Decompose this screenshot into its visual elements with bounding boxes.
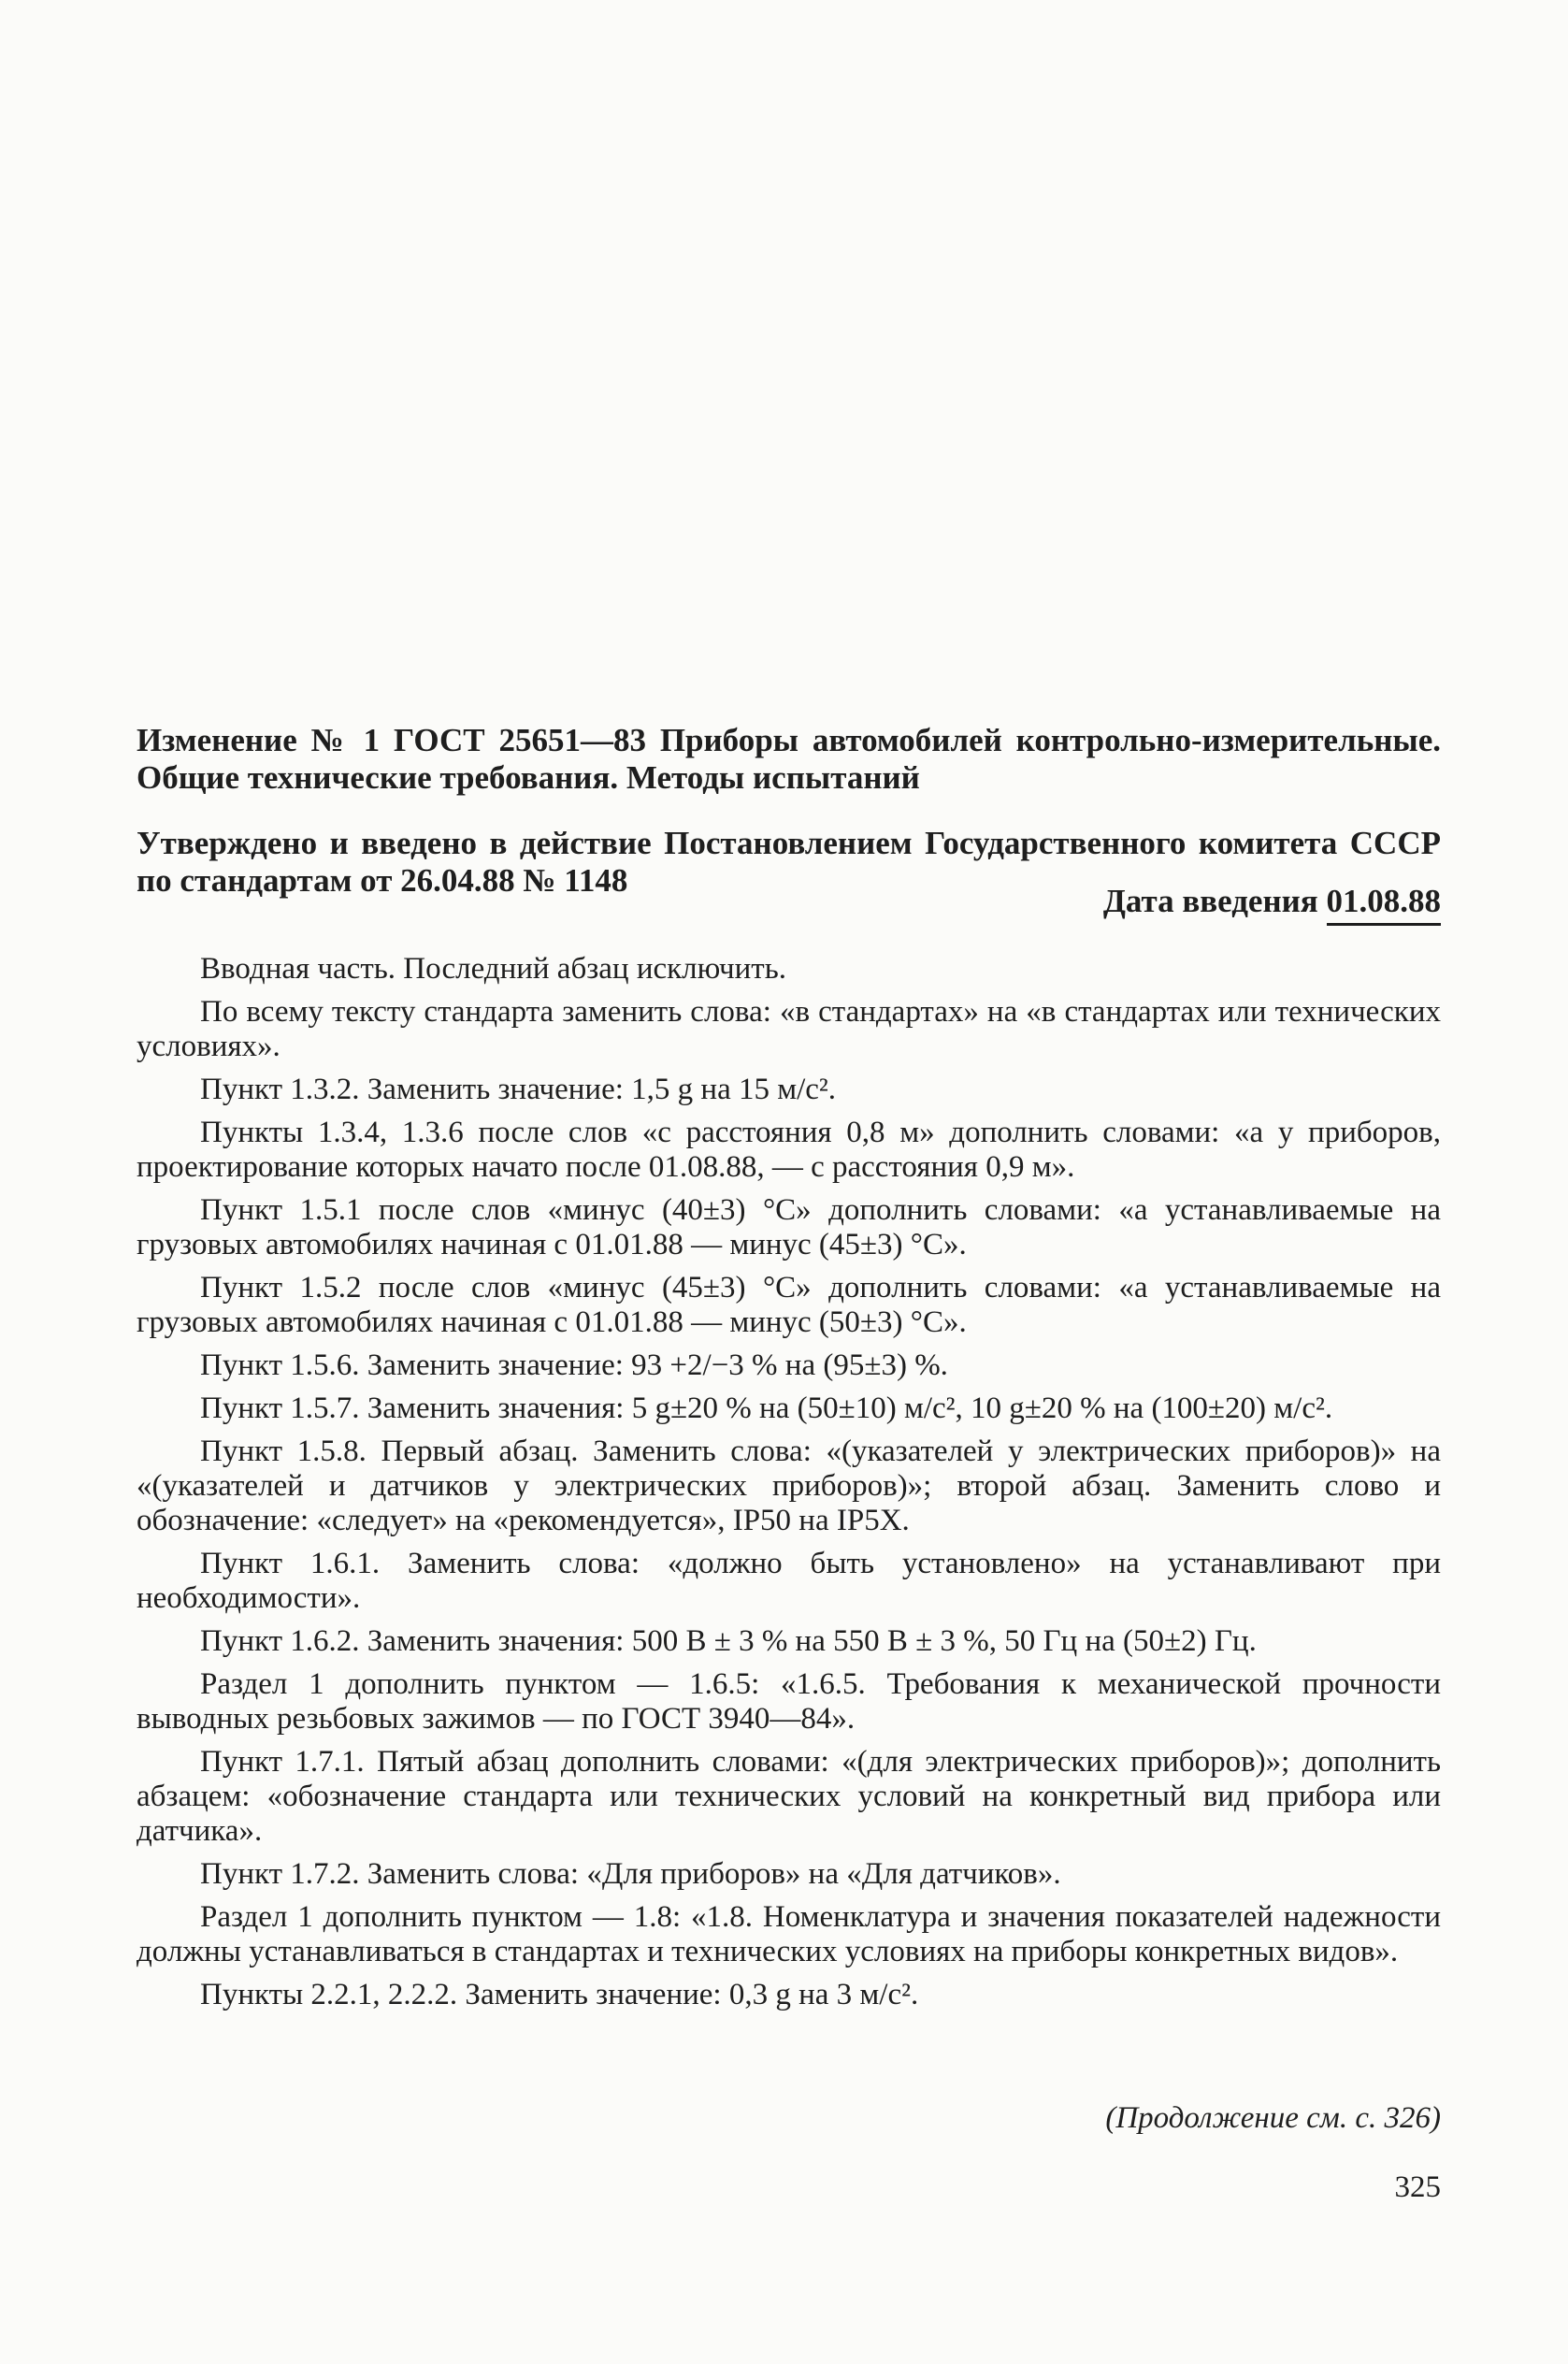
paragraph: Пункты 2.2.1, 2.2.2. Заменить значение: 0,3 g на 3 м/с².: [200, 1978, 919, 2011]
effective-date-label: Дата введения: [1102, 883, 1318, 919]
paragraph: Пункт 1.5.8. Первый абзац. Заменить слова: «(указателей у электрических приборов)» на «(указателей и датчиков у электрических приборов)»; второй абзац. Заменить слово и обозначение: «следует» на «рекомендуется», IP50 на IP5X.: [137, 1434, 1441, 1537]
paragraph: Пункт 1.3.2. Заменить значение: 1,5 g на 15 м/с².: [200, 1073, 837, 1106]
paragraph: Пункт 1.6.2. Заменить значения: 500 В ± 3 % на 550 В ± 3 %, 50 Гц на (50±2) Гц.: [200, 1624, 1257, 1658]
effective-date: [137, 883, 1441, 926]
paragraph: Пункт 1.5.1 после слов «минус (40±3) °С» дополнить словами: «а устанавливаемые на грузовых автомобилях начиная с 01.01.88 — минус (45±3) °С».: [137, 1193, 1441, 1261]
approval-statement: Утверждено и введено в действие Постановлением Государственного комитета СССР по стандартам от 26.04.88 № 1148: [137, 825, 1441, 899]
paragraph: Раздел 1 дополнить пунктом — 1.6.5: «1.6.5. Требования к механической прочности выводных резьбовых зажимов — по ГОСТ 3940—84».: [137, 1667, 1441, 1736]
paragraph: Пункт 1.5.2 после слов «минус (45±3) °С» дополнить словами: «а устанавливаемые на грузовых автомобилях начиная с 01.01.88 — минус (50±3) °С».: [137, 1271, 1441, 1339]
paragraph: Пункт 1.7.1. Пятый абзац дополнить словами: «(для электрических приборов)»; дополнить абзацем: «обозначение стандарта или технических условий на конкретный вид прибора или датчика».: [137, 1745, 1441, 1848]
paragraph: Пункты 1.3.4, 1.3.6 после слов «с расстояния 0,8 м» дополнить словами: «а у приборов, проектирование которых начато после 01.08.88, — с расстояния 0,9 м».: [137, 1116, 1441, 1184]
amendment-title: Изменение № 1 ГОСТ 25651—83 Приборы автомобилей контрольно-измерительные. Общие технические требования. Методы испытаний: [137, 722, 1441, 796]
paragraph: Пункт 1.7.2. Заменить слова: «Для приборов» на «Для датчиков».: [200, 1857, 1061, 1891]
paragraph: Вводная часть. Последний абзац исключить.: [200, 952, 787, 986]
continuation-note: (Продолжение см. с. 326): [1105, 2101, 1441, 2135]
paragraph: Пункт 1.5.7. Заменить значения: 5 g±20 % на (50±10) м/с², 10 g±20 % на (100±20) м/с².: [200, 1391, 1333, 1425]
document-header: [137, 722, 1441, 900]
paragraph: Раздел 1 дополнить пунктом — 1.8: «1.8. Номенклатура и значения показателей надежности должны устанавливаться в стандартах и технических условиях на приборы конкретных видов».: [137, 1900, 1441, 1968]
paragraph: По всему тексту стандарта заменить слова: «в стандартах» на «в стандартах или технических условиях».: [137, 995, 1441, 1063]
effective-date-value: 01.08.88: [1327, 883, 1442, 926]
page-number: 325: [1394, 2170, 1441, 2204]
paragraph: Пункт 1.5.6. Заменить значение: 93 +2/−3 % на (95±3) %.: [200, 1348, 948, 1382]
amendment-body: [137, 952, 1441, 2021]
paragraph: Пункт 1.6.1. Заменить слова: «должно быть установлено» на устанавливают при необходимости».: [137, 1547, 1441, 1615]
